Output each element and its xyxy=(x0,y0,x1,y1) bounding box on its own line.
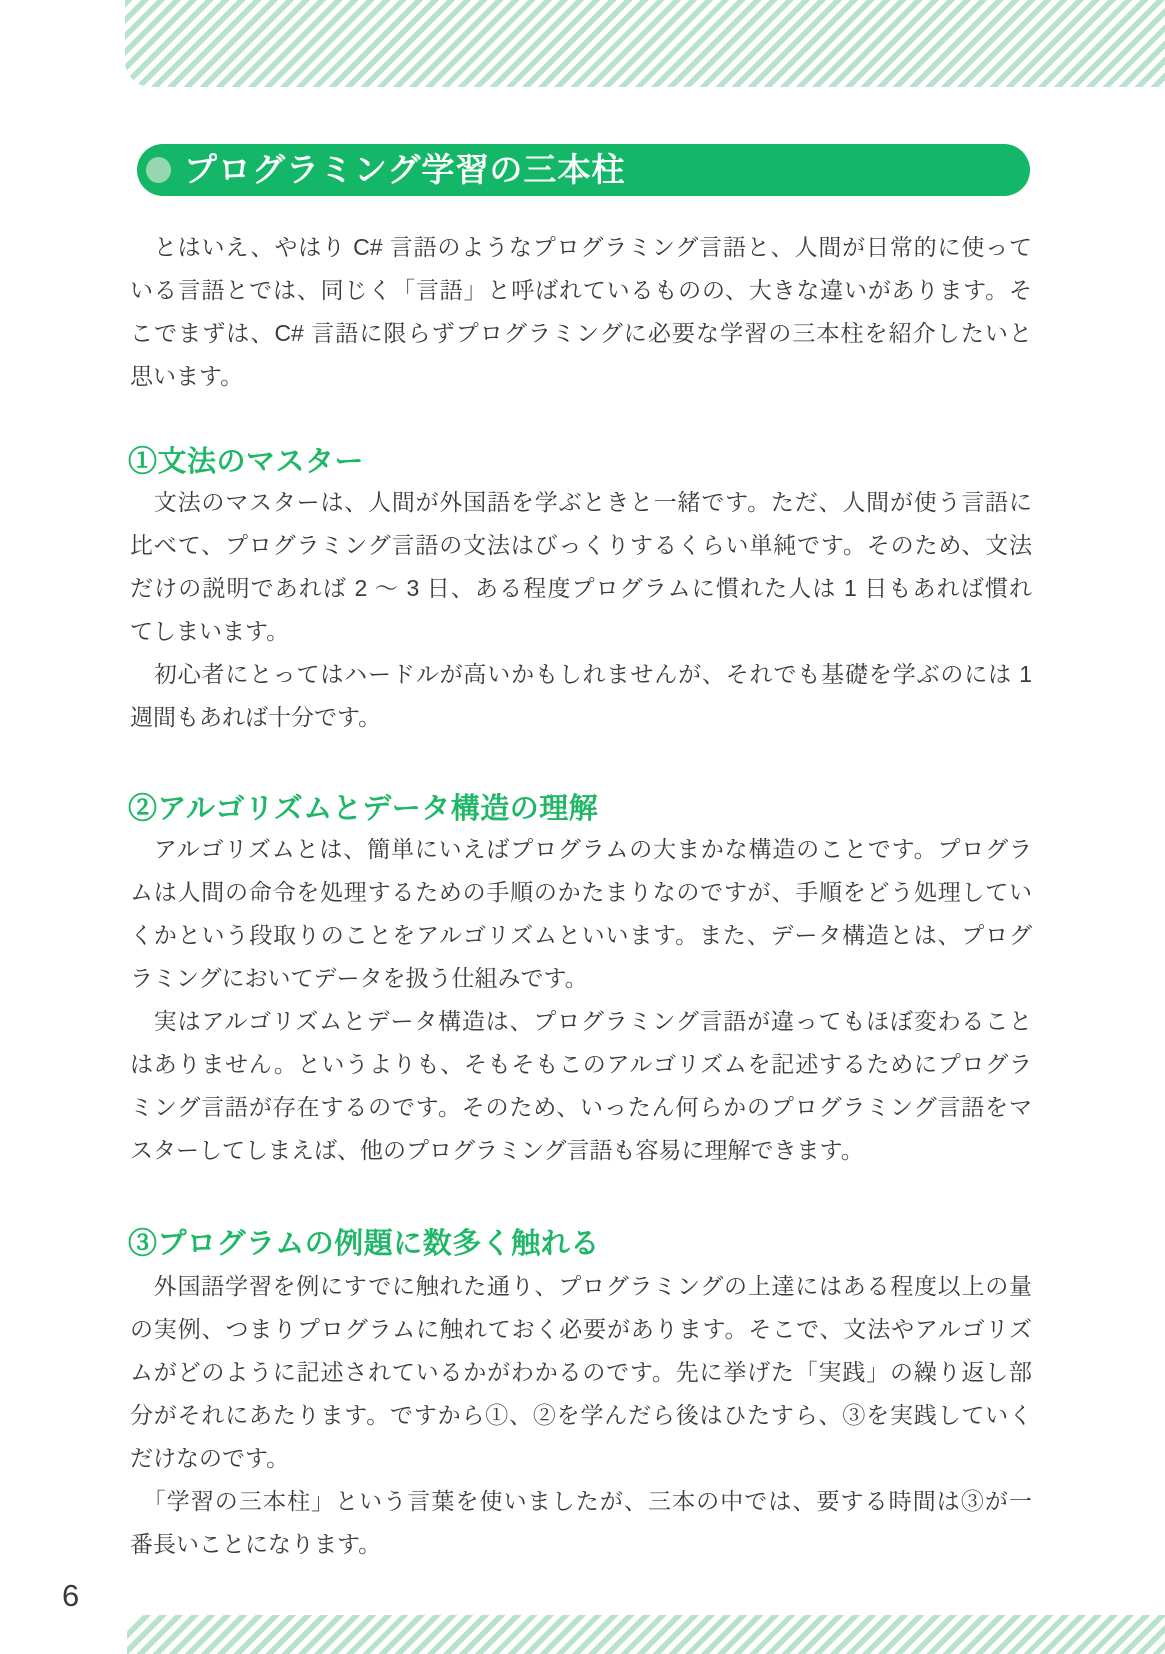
text-line: ムがどのように記述されているかがわかるのです。先に挙げた「実践」の繰り返し部 xyxy=(130,1359,1032,1385)
text-line: 外国語学習を例にすでに触れた通り、プログラミングの上達にはある程度以上の量 xyxy=(130,1273,1032,1299)
text-line: 思います。 xyxy=(130,363,244,389)
intro-paragraph xyxy=(130,226,1032,398)
bottom-stripe-band xyxy=(127,1615,1165,1654)
text-line: 文法のマスターは、人間が外国語を学ぶときと一緒です。ただ、人間が使う言語に xyxy=(130,489,1032,515)
text-line: とはいえ、やはり C# 言語のようなプログラミング言語と、人間が日常的に使って xyxy=(130,234,1032,260)
text-line: 比べて、プログラミング言語の文法はびっくりするくらい単純です。そのため、文法 xyxy=(130,532,1032,558)
section-examples-body xyxy=(130,1265,1032,1566)
section-banner xyxy=(137,144,1030,196)
text-line: 週間もあれば十分です。 xyxy=(130,704,382,730)
section-grammar-body xyxy=(130,481,1032,739)
text-line: てしまいます。 xyxy=(130,618,290,644)
text-line: ミング言語が存在するのです。そのため、いったん何らかのプログラミング言語をマ xyxy=(130,1094,1032,1120)
text-line: アルゴリズムとは、簡単にいえばプログラムの大まかな構造のことです。プログラ xyxy=(130,836,1032,862)
text-line: の実例、つまりプログラムに触れておく必要があります。そこで、文法やアルゴリズ xyxy=(130,1316,1032,1342)
text-line: 実はアルゴリズムとデータ構造は、プログラミング言語が違ってもほぼ変わること xyxy=(130,1008,1032,1034)
section-algorithm-body xyxy=(130,828,1032,1172)
text-line: ラミングにおいてデータを扱う仕組みです。 xyxy=(130,965,588,991)
section-title: プログラミング学習の三本柱 xyxy=(184,151,626,188)
subheading-grammar: ①文法のマスター xyxy=(128,446,365,478)
text-line: スターしてしまえば、他のプログラミング言語も容易に理解できます。 xyxy=(130,1137,864,1163)
text-line: 初心者にとってはハードルが高いかもしれませんが、それでも基礎を学ぶのには 1 xyxy=(130,661,1032,687)
subheading-algorithm: ②アルゴリズムとデータ構造の理解 xyxy=(128,793,599,825)
text-line: 分がそれにあたります。ですから①、②を学んだら後はひたすら、③を実践していく xyxy=(130,1402,1032,1428)
text-line: ムは人間の命令を処理するための手順のかたまりなのですが、手順をどう処理してい xyxy=(130,879,1032,905)
subheading-examples: ③プログラムの例題に数多く触れる xyxy=(128,1228,600,1260)
text-line: くかという段取りのことをアルゴリズムといいます。また、データ構造とは、プログ xyxy=(130,922,1032,948)
text-line: だけなのです。 xyxy=(130,1445,290,1471)
text-line: 「学習の三本柱」という言葉を使いましたが、三本の中では、要する時間は③が一 xyxy=(130,1488,1032,1514)
banner-dot-icon xyxy=(146,157,171,183)
page-number: 6 xyxy=(62,1578,80,1613)
text-line: いる言語とでは、同じく「言語」と呼ばれているものの、大きな違いがあります。そ xyxy=(130,277,1032,303)
text-line: だけの説明であれば 2 ～ 3 日、ある程度プログラムに慣れた人は 1 日もあれば慣れ xyxy=(130,575,1032,601)
text-line: 番長いことになります。 xyxy=(130,1531,382,1557)
top-stripe-band xyxy=(125,0,1165,87)
text-line: はありません。というよりも、そもそもこのアルゴリズムを記述するためにプログラ xyxy=(130,1051,1032,1077)
text-line: こでまずは、C# 言語に限らずプログラミングに必要な学習の三本柱を紹介したいと xyxy=(130,320,1032,346)
